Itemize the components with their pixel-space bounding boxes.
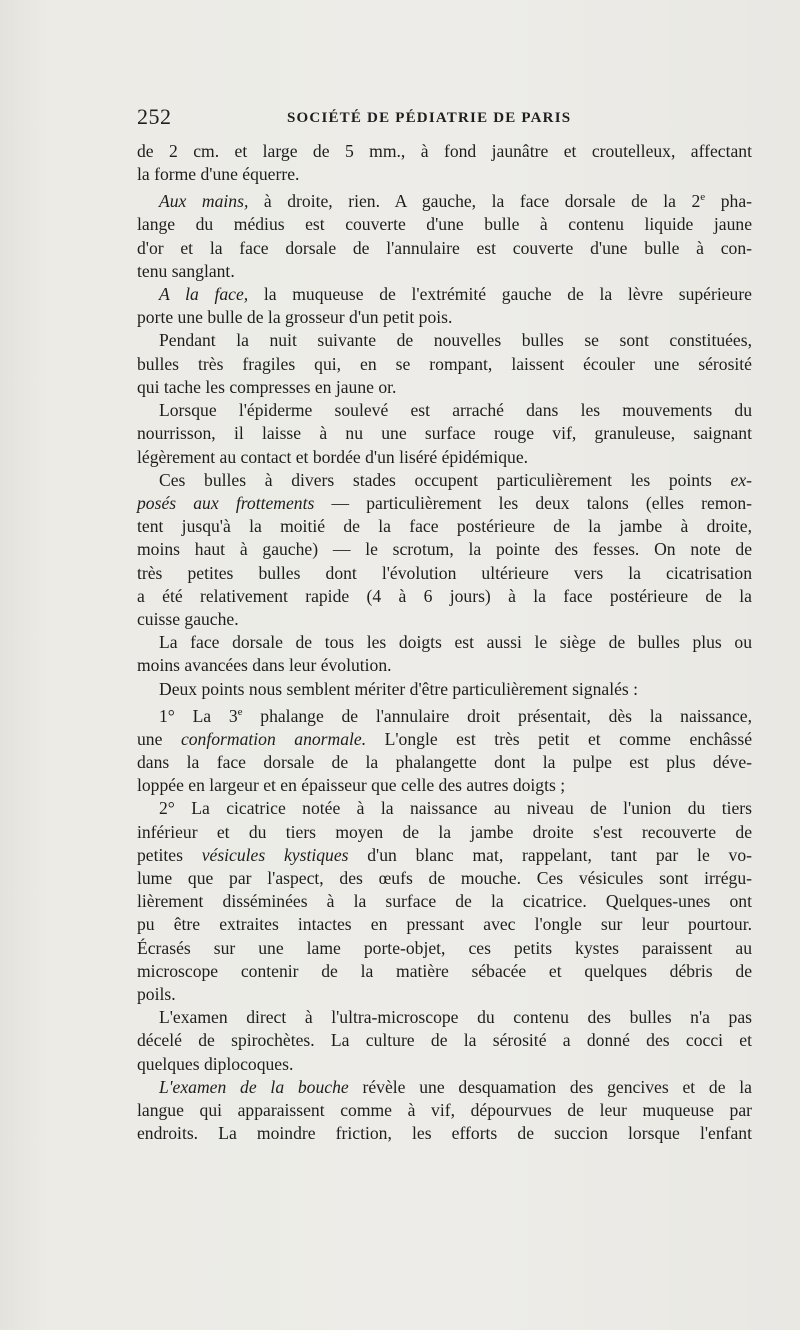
- text-line: microscope contenir de la matière sébacée et quelques débris de: [137, 960, 752, 981]
- text-line: bulles très fragiles qui, en se rompant, laissent écouler une sérosité: [137, 353, 752, 374]
- paragraph-ultra-microscope: L'examen direct à l'ultra-microscope du contenu des bulles n'a pas: [159, 1007, 752, 1028]
- text-line: loppée en largeur et en épaisseur que celle des autres doigts ;: [137, 775, 566, 796]
- running-title: SOCIÉTÉ DE PÉDIATRIE DE PARIS: [287, 110, 572, 126]
- paragraph-pendant-la-nuit: Pendant la nuit suivante de nouvelles bulles se sont constituées,: [159, 330, 752, 351]
- text-line: nourrisson, il laisse à nu une surface rouge vif, granuleuse, saignant: [137, 423, 752, 444]
- page-header: [137, 104, 752, 132]
- text-line: quelques diplocoques.: [137, 1053, 294, 1074]
- superscript: e: [237, 705, 243, 718]
- italic-phrase: Aux mains,: [159, 191, 249, 212]
- paragraph-face-dorsale: La face dorsale de tous les doigts est aussi le siège de bulles plus ou: [159, 632, 752, 653]
- text-line: langue qui apparaissent comme à vif, dépourvues de leur muqueuse par: [137, 1100, 752, 1121]
- paragraph-lorsque: Lorsque l'épiderme soulevé est arraché dans les mouvements du: [159, 400, 752, 421]
- text-line: lièrement disséminées à la surface de la cicatrice. Quelques-unes ont: [137, 891, 752, 912]
- body-text: [137, 140, 752, 1145]
- paragraph-ces-bulles: Ces bulles à divers stades occupent particulièrement les points ex-: [159, 469, 752, 490]
- paragraph-deux-points: Deux points nous semblent mériter d'être particulièrement signalés :: [159, 678, 639, 699]
- paragraph-point-1: 1° La 3e phalange de l'annulaire droit présentait, dès la naissance,: [159, 705, 752, 726]
- text-line: pu être extraites intactes en pressant avec l'ongle sur leur pourtour.: [137, 914, 752, 935]
- text-line: la forme d'une équerre.: [137, 164, 300, 185]
- text-line: une conformation anormale. L'ongle est très petit et comme enchâssé: [137, 728, 752, 749]
- paragraph-examen-bouche: L'examen de la bouche révèle une desquamation des gencives et de la: [159, 1076, 752, 1097]
- text-line: porte une bulle de la grosseur d'un petit pois.: [137, 307, 453, 328]
- italic-phrase: vésicules kystiques: [201, 844, 349, 865]
- italic-phrase: A la face,: [159, 284, 249, 305]
- text-line: endroits. La moindre friction, les efforts de succion lorsque l'enfant: [137, 1123, 752, 1144]
- text-line: de 2 cm. et large de 5 mm., à fond jaunâtre et croutelleux, affectant: [137, 141, 752, 161]
- paragraph-aux-mains: Aux mains, à droite, rien. A gauche, la face dorsale de la 2e pha-: [159, 191, 753, 212]
- text-line: tenu sanglant.: [137, 260, 235, 281]
- text-line: légèrement au contact et bordée d'un liséré épidémique.: [137, 446, 529, 467]
- superscript: e: [700, 191, 706, 204]
- paragraph-a-la-face: A la face, la muqueuse de l'extrémité gauche de la lèvre supérieure: [159, 284, 752, 305]
- text-line: posés aux frottements — particulièrement les deux talons (elles remon-: [137, 492, 752, 513]
- text-line: dans la face dorsale de la phalangette dont la pulpe est plus déve-: [137, 752, 752, 772]
- text-line: lume que par l'aspect, des œufs de mouche. Ces vésicules sont irrégu-: [137, 868, 752, 889]
- text-line: a été relativement rapide (4 à 6 jours) à la face postérieure de la: [137, 585, 752, 606]
- text-line: Écrasés sur une lame porte-objet, ces petits kystes paraissent au: [137, 937, 752, 958]
- page-number: 252: [137, 104, 172, 129]
- italic-phrase: conformation anormale.: [180, 728, 367, 749]
- text-line: décelé de spirochètes. La culture de la sérosité a donné des cocci et: [137, 1030, 752, 1051]
- text-line: tent jusqu'à la moitié de la face postérieure de la jambe à droite,: [137, 516, 752, 537]
- text-line: moins haut à gauche) — le scrotum, la pointe des fesses. On note de: [137, 539, 752, 560]
- paragraph-point-2: 2° La cicatrice notée à la naissance au niveau de l'union du tiers: [159, 798, 752, 819]
- text-line: moins avancées dans leur évolution.: [137, 655, 392, 676]
- text-line: poils.: [137, 984, 176, 1005]
- italic-phrase: L'examen de la bouche: [159, 1076, 349, 1097]
- text-line: inférieur et du tiers moyen de la jambe droite s'est recouverte de: [137, 821, 752, 842]
- italic-phrase: posés aux frottements: [137, 492, 315, 513]
- text-line: qui tache les compresses en jaune or.: [137, 376, 397, 397]
- text-line: petites vésicules kystiques d'un blanc mat, rappelant, tant par le vo-: [137, 844, 752, 865]
- italic-phrase: ex-: [730, 469, 752, 490]
- text-line: d'or et la face dorsale de l'annulaire est couverte d'une bulle à con-: [137, 237, 752, 258]
- text-line: lange du médius est couverte d'une bulle à contenu liquide jaune: [137, 214, 752, 235]
- text-line: cuisse gauche.: [137, 608, 239, 629]
- text-line: très petites bulles dont l'évolution ultérieure vers la cicatrisation: [137, 562, 752, 583]
